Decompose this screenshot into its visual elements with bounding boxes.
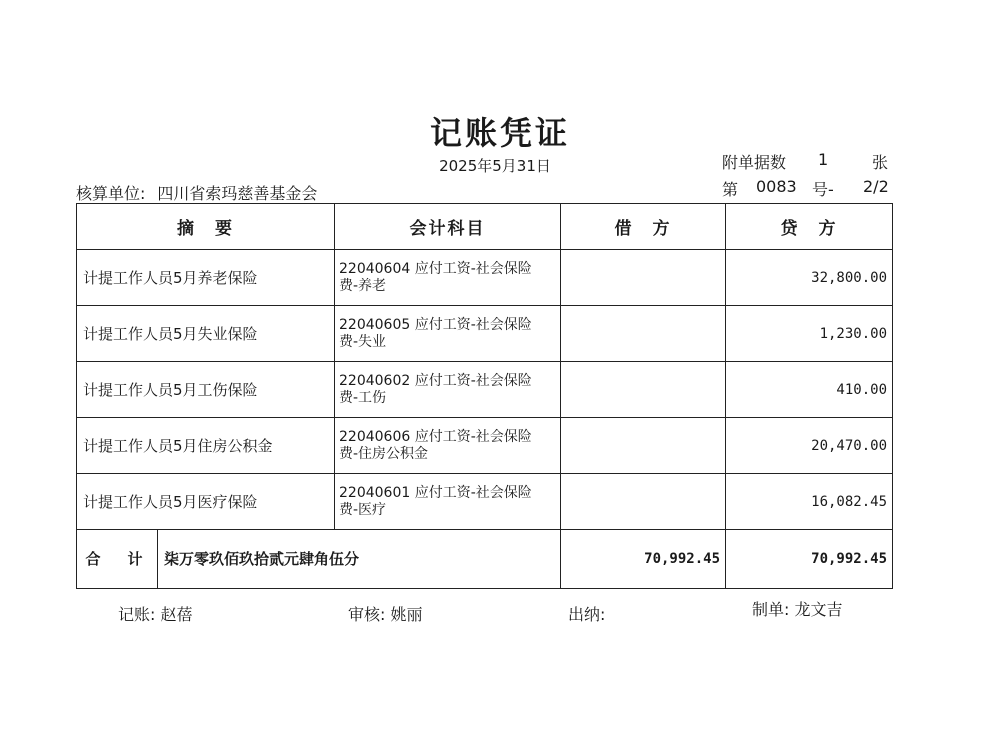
entry-credit: 1,230.00	[726, 306, 893, 362]
entry-summary: 计提工作人员5月失业保险	[77, 306, 335, 362]
auditor-signature	[348, 602, 423, 625]
auditor-label: 审核:	[348, 605, 386, 624]
account-code-name: 22040606 应付工资-社会保险	[339, 428, 532, 445]
entry-summary: 计提工作人员5月住房公积金	[77, 418, 335, 474]
attachments-count: 1	[818, 150, 829, 169]
account-subname: 费-住房公积金	[339, 445, 429, 462]
voucher-prefix: 第	[722, 180, 739, 199]
attachments-label: 附单据数	[722, 153, 787, 172]
auditor-name: 姚丽	[390, 605, 423, 624]
entry-credit: 16,082.45	[726, 474, 893, 530]
entry-account	[335, 306, 561, 362]
attachments-info	[722, 150, 889, 173]
table-row	[77, 362, 893, 418]
column-debit: 借 方	[561, 204, 726, 250]
column-credit: 贷 方	[726, 204, 893, 250]
voucher-page: 2/2	[863, 177, 889, 196]
bookkeeper-name: 赵蓓	[160, 605, 193, 624]
total-cell	[77, 530, 561, 589]
table-row	[77, 306, 893, 362]
entry-account	[335, 250, 561, 306]
preparer-name: 龙文吉	[794, 600, 843, 619]
entry-debit	[561, 250, 726, 306]
column-summary: 摘 要	[77, 204, 335, 250]
account-code-name: 22040602 应付工资-社会保险	[339, 372, 532, 389]
unit-name: 四川省索玛慈善基金会	[157, 184, 318, 203]
account-subname: 费-工伤	[339, 389, 387, 406]
total-label: 合 计	[77, 530, 158, 588]
entry-debit	[561, 362, 726, 418]
preparer-signature	[752, 597, 843, 620]
entry-account	[335, 418, 561, 474]
account-code-name: 22040605 应付工资-社会保险	[339, 316, 532, 333]
account-subname: 费-失业	[339, 333, 387, 350]
account-subname: 费-医疗	[339, 501, 387, 518]
total-credit: 70,992.45	[726, 530, 893, 589]
entry-account	[335, 474, 561, 530]
bookkeeper-signature	[118, 602, 193, 625]
table-row	[77, 418, 893, 474]
accounting-unit	[76, 181, 317, 204]
account-code-name: 22040604 应付工资-社会保险	[339, 260, 532, 277]
entry-summary: 计提工作人员5月养老保险	[77, 250, 335, 306]
entry-debit	[561, 306, 726, 362]
entry-summary: 计提工作人员5月医疗保险	[77, 474, 335, 530]
entry-summary: 计提工作人员5月工伤保险	[77, 362, 335, 418]
entry-credit: 32,800.00	[726, 250, 893, 306]
cashier-signature	[568, 602, 605, 625]
voucher-title: 记账凭证	[429, 114, 570, 152]
preparer-label: 制单:	[752, 600, 790, 619]
voucher-table	[76, 203, 893, 589]
account-code-name: 22040601 应付工资-社会保险	[339, 484, 532, 501]
entry-debit	[561, 474, 726, 530]
attachments-unit: 张	[872, 153, 889, 172]
entry-debit	[561, 418, 726, 474]
table-header-row	[77, 204, 893, 250]
total-row	[77, 530, 893, 589]
total-debit: 70,992.45	[561, 530, 726, 589]
entry-credit: 410.00	[726, 362, 893, 418]
column-account: 会计科目	[335, 204, 561, 250]
entry-account	[335, 362, 561, 418]
entry-credit: 20,470.00	[726, 418, 893, 474]
table-row	[77, 250, 893, 306]
total-amount-in-words: 柒万零玖佰玖拾贰元肆角伍分	[164, 550, 360, 568]
account-subname: 费-养老	[339, 277, 387, 294]
cashier-label: 出纳:	[568, 605, 606, 624]
table-row	[77, 474, 893, 530]
unit-label: 核算单位:	[76, 184, 146, 203]
voucher-date: 2025年5月31日	[439, 157, 551, 175]
bookkeeper-label: 记账:	[118, 605, 156, 624]
voucher-number: 0083	[756, 177, 797, 196]
voucher-suffix: 号-	[812, 180, 834, 199]
